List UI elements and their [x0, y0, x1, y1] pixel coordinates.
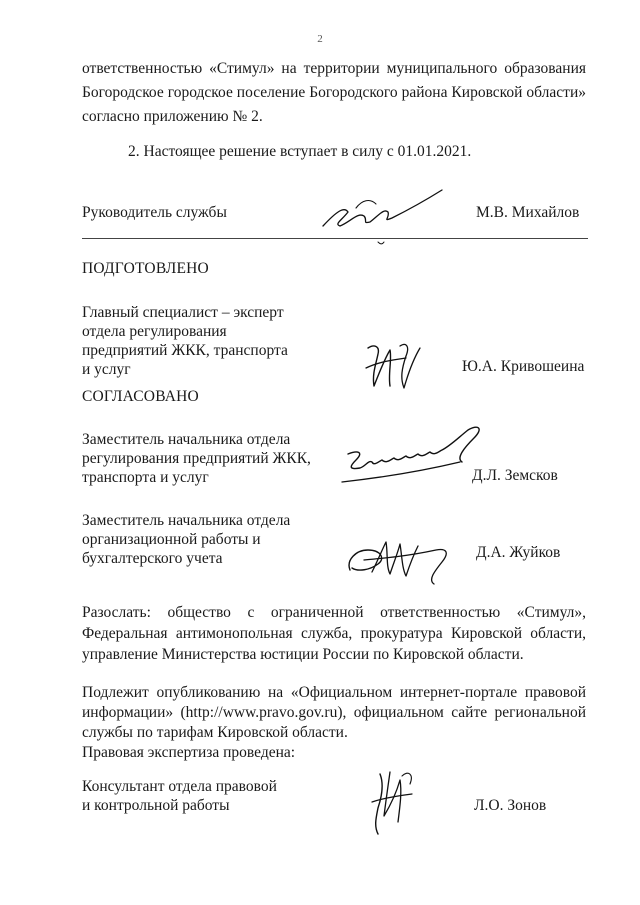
distribution-paragraph: [82, 602, 586, 665]
legal-role-line: Консультант отдела правовой: [82, 778, 277, 795]
page-number: 2: [317, 33, 323, 45]
approver-1-name: Д.Л. Земсков: [472, 467, 558, 484]
approver-1-role: [82, 430, 311, 487]
approver-2-signature-image: [342, 530, 462, 590]
legal-name: Л.О. Зонов: [474, 797, 547, 814]
prepared-role-line: отдела регулирования: [82, 323, 227, 340]
legal-role-line: и контрольной работы: [82, 797, 230, 814]
prepared-role: [82, 303, 288, 379]
approver-role-line: Заместитель начальника отдела: [82, 512, 291, 529]
approver-2-name: Д.А. Жуйков: [476, 544, 561, 561]
head-name: М.В. Михайлов: [476, 204, 580, 221]
approver-2-role: [82, 511, 290, 568]
approver-role-line: регулирования предприятий ЖКК,: [82, 450, 311, 467]
approver-1-signature-image: [338, 420, 498, 490]
approver-role-line: транспорта и услуг: [82, 469, 209, 486]
approved-heading: СОГЛАСОВАНО: [82, 388, 199, 405]
prepared-role-line: Главный специалист – эксперт: [82, 304, 284, 321]
intro-line-3: согласно приложению № 2.: [82, 108, 263, 125]
signature-divider: [82, 238, 588, 239]
prepared-signature-image: [360, 338, 430, 396]
distribution-line-1: Разослать: общество с ограниченной ответственностью «Стимул»,: [82, 604, 586, 621]
approver-role-line: бухгалтерского учета: [82, 550, 223, 567]
approver-role-line: Заместитель начальника отдела: [82, 431, 291, 448]
publication-line-2: информации» (http://www.pravo.gov.ru), официальном сайте региональной: [82, 704, 586, 721]
head-signature-image: [318, 182, 448, 252]
legal-role: [82, 777, 277, 815]
legal-signature-image: [366, 766, 426, 840]
publication-line-4: Правовая экспертиза проведена:: [82, 744, 296, 761]
prepared-role-line: и услуг: [82, 361, 131, 378]
approver-role-line: организационной работы и: [82, 531, 261, 548]
prepared-name: Ю.А. Кривошеина: [462, 358, 585, 375]
publication-paragraph: [82, 683, 586, 763]
intro-line-2: Богородское городское поселение Богородского района Кировской области»: [82, 84, 586, 101]
prepared-role-line: предприятий ЖКК, транспорта: [82, 342, 288, 359]
distribution-line-3: управление Министерства юстиции России по Кировской области.: [82, 646, 524, 663]
intro-paragraph: [82, 57, 586, 129]
publication-line-3: службы по тарифам Кировской области.: [82, 724, 348, 741]
publication-line-1: Подлежит опубликованию на «Официальном интернет-портале правовой: [82, 684, 586, 701]
head-role: Руководитель службы: [82, 204, 227, 221]
intro-line-1: ответственностью «Стимул» на территории муниципального образования: [82, 60, 586, 77]
item-2-paragraph: 2. Настоящее решение вступает в силу с 01.01.2021.: [128, 143, 472, 160]
prepared-heading: ПОДГОТОВЛЕНО: [82, 260, 209, 277]
distribution-line-2: Федеральная антимонопольная служба, прокуратура Кировской области,: [82, 625, 586, 642]
